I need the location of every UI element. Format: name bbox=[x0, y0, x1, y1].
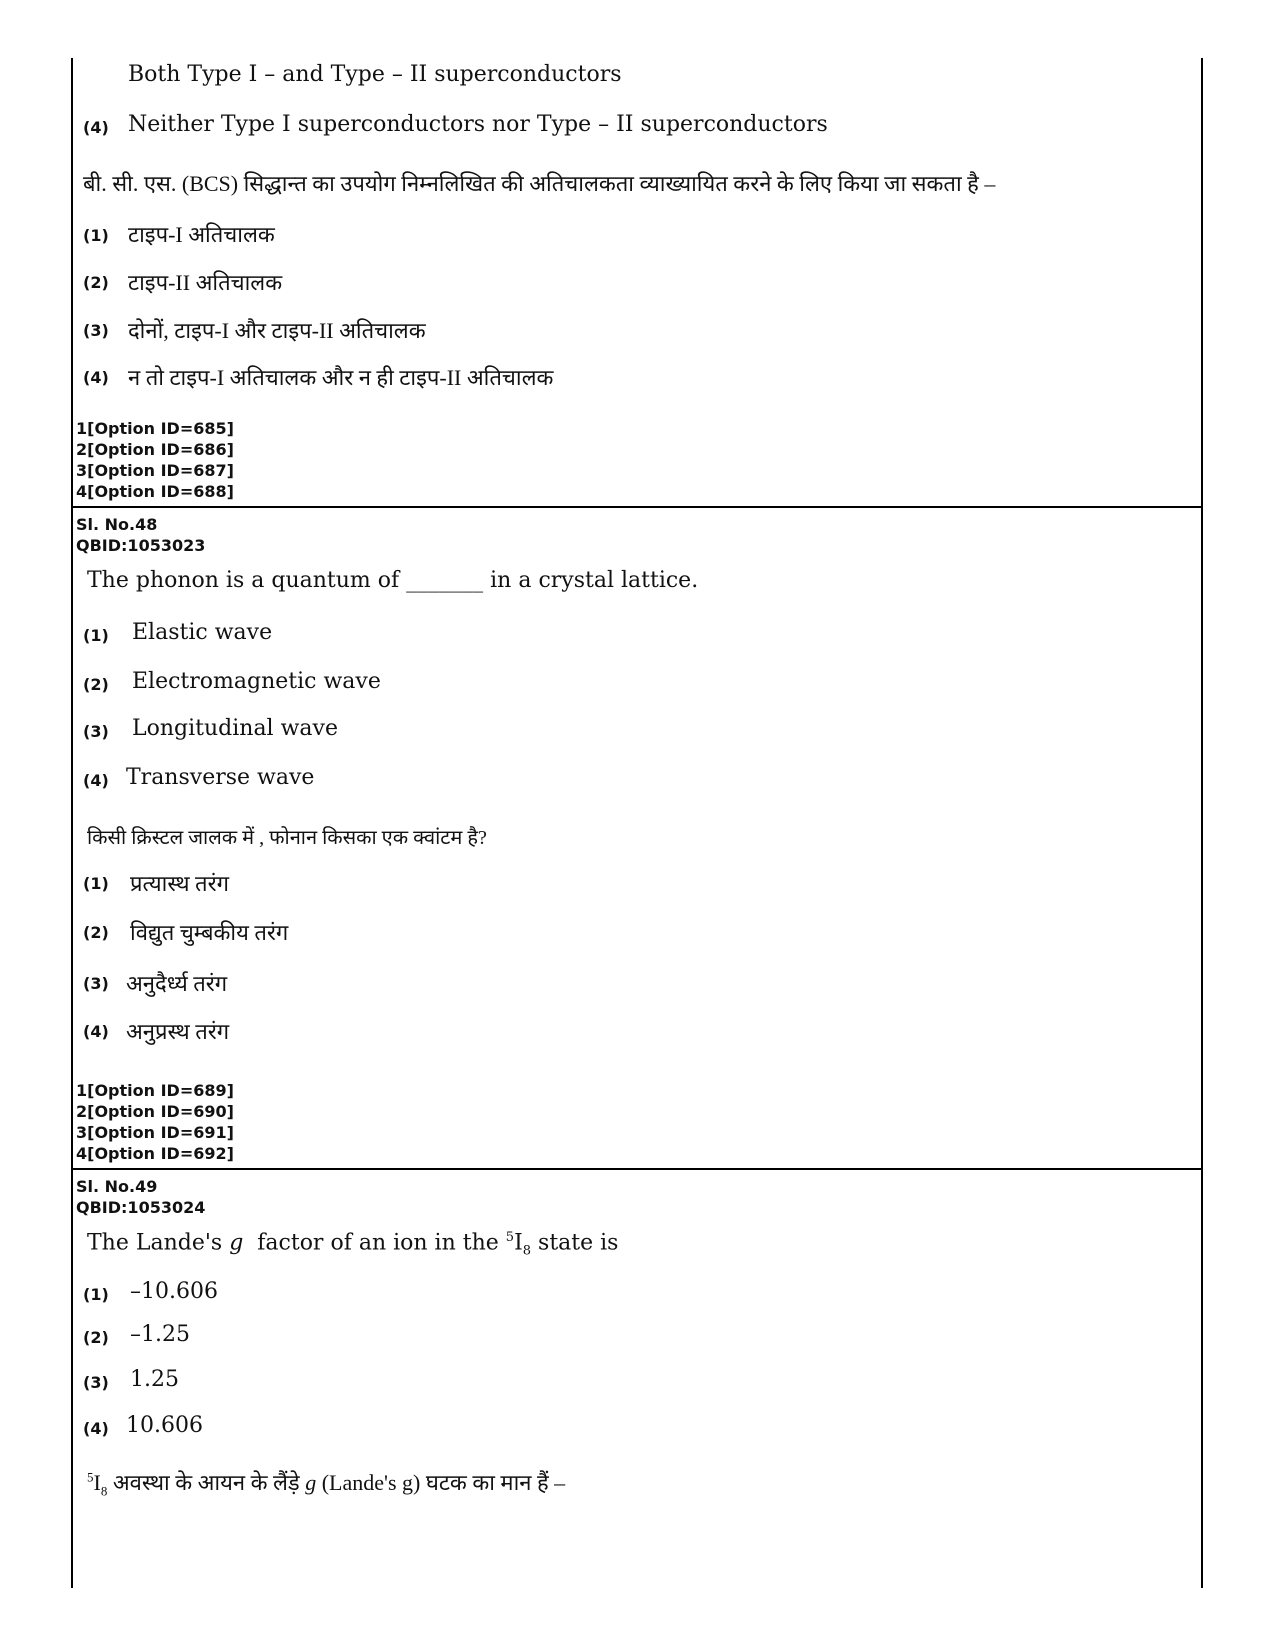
q47-hindi-option1-text: टाइप-I अतिचालक bbox=[128, 222, 275, 247]
q47-hindi-option3-number: (3) bbox=[83, 321, 109, 340]
q49-option4-text: 10.606 bbox=[126, 1413, 203, 1438]
q47-option3-continuation: Both Type I – and Type – II superconductors bbox=[128, 62, 622, 87]
option-id-line: 4[Option ID=692] bbox=[76, 1144, 234, 1163]
q48-hindi-option2-number: (2) bbox=[83, 923, 109, 942]
q49-option2-number: (2) bbox=[83, 1328, 109, 1347]
q48-hindi-option1-number: (1) bbox=[83, 874, 109, 893]
q49-question-var: g bbox=[229, 1230, 244, 1256]
q49-question-middle: factor of an ion in the bbox=[243, 1230, 506, 1256]
q49-hindi-state-letter: I bbox=[93, 1470, 101, 1495]
q47-hindi-option2-text: टाइप-II अतिचालक bbox=[128, 270, 283, 295]
option-id-line: 1[Option ID=689] bbox=[76, 1081, 234, 1100]
q48-hindi-option2-text: विद्युत चुम्बकीय तरंग bbox=[130, 920, 289, 945]
q47-hindi-option3-text: दोनों, टाइप-I और टाइप-II अतिचालक bbox=[128, 318, 426, 343]
q48-hindi-option1-text: प्रत्यास्थ तरंग bbox=[130, 871, 229, 896]
option-id-line: 3[Option ID=687] bbox=[76, 461, 234, 480]
q49-option3-number: (3) bbox=[83, 1373, 109, 1392]
q49-hindi-q-part1: अवस्था के आयन के लैंड़े bbox=[107, 1470, 306, 1495]
q47-option4-number: (4) bbox=[83, 118, 109, 137]
q49-question bbox=[87, 1230, 618, 1259]
q48-hindi-option3-text: अनुदैर्ध्य तरंग bbox=[126, 971, 228, 996]
q48-option1-number: (1) bbox=[83, 626, 109, 645]
q48-option4-text: Transverse wave bbox=[126, 765, 315, 790]
q48-option3-number: (3) bbox=[83, 722, 109, 741]
q48-hindi-question: किसी क्रिस्टल जालक में , फोनान किसका एक क्वांटम है? bbox=[87, 827, 487, 849]
q48-option-ids bbox=[76, 1080, 234, 1164]
q49-sl-no: Sl. No.49 bbox=[76, 1177, 158, 1196]
q47-hindi-option1-number: (1) bbox=[83, 226, 109, 245]
q49-state-sub: 8 bbox=[522, 1243, 532, 1259]
q49-hindi-q-part2: (Lande's g) घटक का मान हैं – bbox=[316, 1470, 566, 1495]
q49-state-sup: 5 bbox=[505, 1230, 515, 1245]
q47-hindi-option4-text: न तो टाइप-I अतिचालक और न ही टाइप-II अतिचालक bbox=[128, 365, 554, 390]
option-id-line: 4[Option ID=688] bbox=[76, 482, 234, 501]
option-id-line: 2[Option ID=686] bbox=[76, 440, 234, 459]
q48-option2-number: (2) bbox=[83, 675, 109, 694]
question-divider bbox=[71, 1168, 1203, 1170]
q49-option1-text: –10.606 bbox=[130, 1279, 218, 1304]
q48-hindi-option3-number: (3) bbox=[83, 974, 109, 993]
q48-header bbox=[76, 514, 205, 556]
q48-option2-text: Electromagnetic wave bbox=[132, 669, 381, 694]
q49-hindi-question bbox=[87, 1467, 565, 1499]
q49-state-letter: I bbox=[514, 1230, 523, 1256]
q49-hindi-state-sub: 8 bbox=[100, 1483, 108, 1499]
q49-option3-text: 1.25 bbox=[130, 1367, 179, 1392]
q49-hindi-state-sup: 5 bbox=[87, 1469, 94, 1485]
q49-hindi-q-var: g bbox=[305, 1470, 317, 1495]
option-id-line: 2[Option ID=690] bbox=[76, 1102, 234, 1121]
q48-hindi-option4-text: अनुप्रस्थ तरंग bbox=[126, 1019, 230, 1044]
q48-hindi-option4-number: (4) bbox=[83, 1022, 109, 1041]
q47-hindi-option2-number: (2) bbox=[83, 273, 109, 292]
q47-hindi-option4-number: (4) bbox=[83, 368, 109, 387]
q49-qbid: QBID:1053024 bbox=[76, 1198, 206, 1217]
q48-question: The phonon is a quantum of _______ in a crystal lattice. bbox=[87, 568, 699, 593]
q49-option2-text: –1.25 bbox=[130, 1322, 190, 1347]
option-id-line: 3[Option ID=691] bbox=[76, 1123, 234, 1142]
q49-question-prefix: The Lande's bbox=[87, 1230, 230, 1256]
q49-option1-number: (1) bbox=[83, 1285, 109, 1304]
q49-option4-number: (4) bbox=[83, 1419, 109, 1438]
q49-header bbox=[76, 1176, 205, 1218]
q48-sl-no: Sl. No.48 bbox=[76, 515, 158, 534]
question-divider bbox=[71, 506, 1203, 508]
q47-hindi-question: बी. सी. एस. (BCS) सिद्धान्त का उपयोग निम्नलिखित की अतिचालकता व्याख्यायित करने के लिए किया जा सकता है – bbox=[83, 171, 996, 196]
q48-qbid: QBID:1053023 bbox=[76, 536, 206, 555]
q48-option3-text: Longitudinal wave bbox=[132, 716, 338, 741]
q47-option4-text: Neither Type I superconductors nor Type – II superconductors bbox=[128, 112, 828, 137]
q48-option1-text: Elastic wave bbox=[132, 620, 273, 645]
q49-question-suffix: state is bbox=[531, 1230, 619, 1256]
q48-option4-number: (4) bbox=[83, 771, 109, 790]
option-id-line: 1[Option ID=685] bbox=[76, 419, 234, 438]
q47-option-ids bbox=[76, 418, 234, 502]
